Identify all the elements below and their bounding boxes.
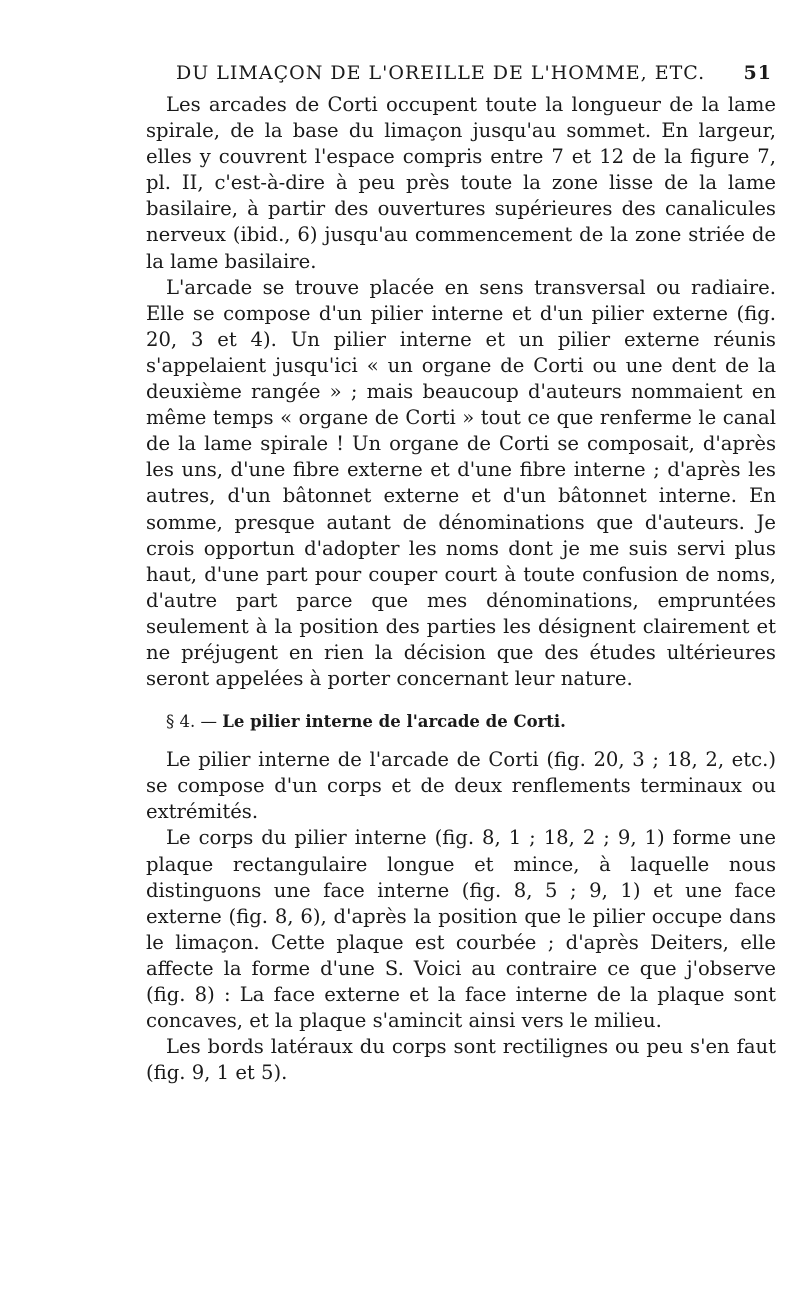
paragraph-lateral-edges: Les bords latéraux du corps sont rectilignes ou peu s'en faut (fig. 9, 1 et 5).: [146, 1035, 776, 1085]
page-header: [146, 62, 776, 92]
body-text: [146, 92, 776, 1086]
paragraph-arcades-extent: Les arcades de Corti occupent toute la longueur de la lame spirale, de la base du limaçon jusqu'au sommet. En largeur, elles y couvrent l'espace compris entre 7 et 12 de la figure 7, pl. II, c'est-à-dire à peu près toute la zone lisse de la lame basilaire, à partir des ouvertures supérieures des canalicules nerveux (ibid., 6) jusqu'au commencement de la zone striée de la lame basilaire.: [146, 93, 776, 273]
section-title: Le pilier interne de l'arcade de Corti.: [222, 712, 566, 732]
running-title: DU LIMAÇON DE L'OREILLE DE L'HOMME, ETC.: [176, 62, 706, 84]
page-number: 51: [743, 62, 772, 84]
paragraph-pillar-parts: Le pilier interne de l'arcade de Corti (fig. 20, 3 ; 18, 2, etc.) se compose d'un corps et de deux renflements terminaux ou extrémités.: [146, 748, 776, 824]
paragraph-arcade-composition: L'arcade se trouve placée en sens transversal ou radiaire. Elle se compose d'un pilier interne et d'un pilier externe (fig. 20, 3 et 4). Un pilier interne et un pilier externe réunis s'appelaient jusqu'ici « un organe de Corti ou une dent de la deuxième rangée » ; mais beaucoup d'auteurs nommaient en même temps « organe de Corti » tout ce que renferme le canal de la lame spirale ! Un organe de Corti se composait, d'après les uns, d'une fibre externe et d'une fibre interne ; d'après les autres, d'un bâtonnet externe et d'un bâtonnet interne. En somme, presque autant de dénominations que d'auteurs. Je crois opportun d'adopter les noms dont je me suis servi plus haut, d'une part pour couper court à toute confusion de noms, d'autre part parce que mes dénominations, empruntées seulement à la position des parties les désignent clairement et ne préjugent en rien la décision que des études ultérieures seront appelées à porter concernant leur nature.: [146, 275, 776, 691]
section-number: § 4. —: [166, 712, 217, 732]
paragraph-pillar-body: Le corps du pilier interne (fig. 8, 1 ; 18, 2 ; 9, 1) forme une plaque rectangulaire longue et mince, à laquelle nous distinguons une face interne (fig. 8, 5 ; 9, 1) et une face externe (fig. 8, 6), d'après la position que le pilier occupe dans le limaçon. Cette plaque est courbée ; d'après Deiters, elle affecte la forme d'une S. Voici au contraire ce que j'observe (fig. 8) : La face externe et la face interne de la plaque sont concaves, et la plaque s'amincit ainsi vers le milieu.: [146, 826, 776, 1033]
section-heading: [146, 712, 776, 731]
